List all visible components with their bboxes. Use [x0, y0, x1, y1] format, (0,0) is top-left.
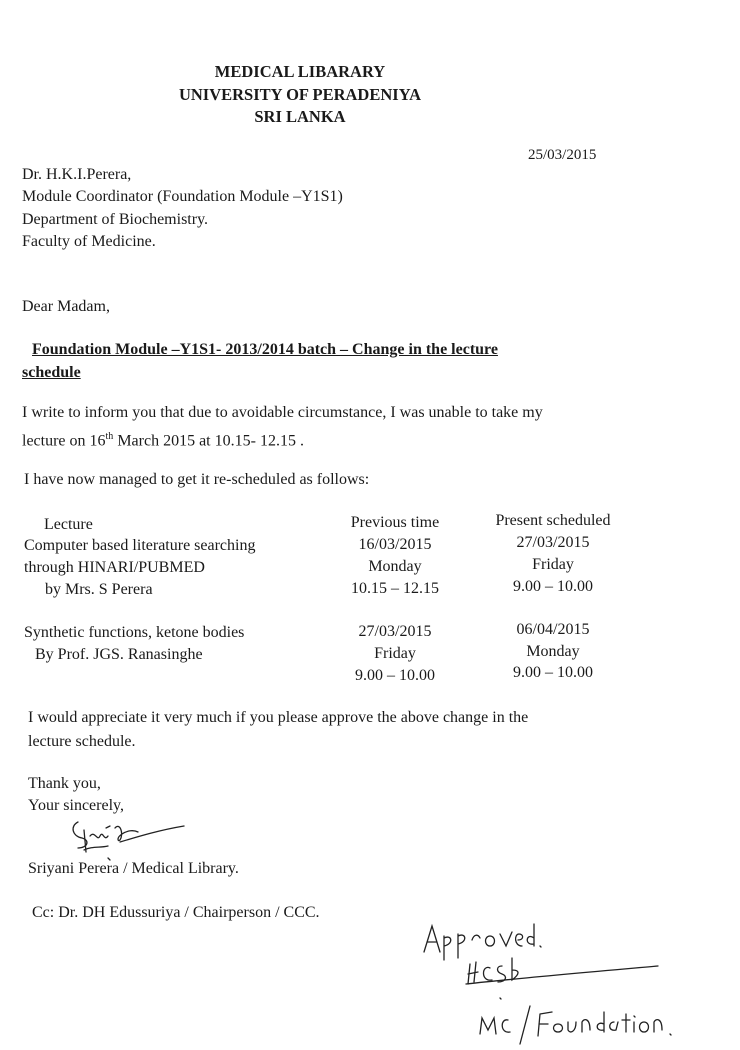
present-day: Friday [532, 556, 574, 573]
body-paragraph-2: I have now managed to get it re-scheduled as follows: [24, 471, 370, 488]
letterhead-line-3: SRI LANKA [254, 107, 346, 126]
present-time: 9.00 – 10.00 [513, 578, 593, 595]
present-day: Monday [526, 643, 580, 660]
lecture-title: through HINARI/PUBMED [24, 559, 205, 576]
previous-day: Friday [374, 645, 416, 662]
salutation: Dear Madam, [22, 298, 110, 315]
present-date: 27/03/2015 [516, 534, 590, 551]
previous-date: 16/03/2015 [358, 536, 432, 553]
closing-paragraph-line-1: I would appreciate it very much if you please approve the above change in the [28, 709, 529, 726]
body-paragraph-1-line-1: I write to inform you that due to avoidable circumstance, I was unable to take my [22, 404, 543, 421]
cc-line: Cc: Dr. DH Edussuriya / Chairperson / CCC. [32, 904, 320, 921]
letterhead-line-1: MEDICAL LIBARARY [214, 62, 386, 81]
body-text: March 2015 at 10.15- 12.15 . [113, 432, 304, 450]
body-text: lecture on 16 [22, 432, 106, 450]
recipient-department: Department of Biochemistry. [22, 211, 209, 228]
schedule-header-lecture: Lecture [44, 516, 93, 533]
letterhead-line-2: UNIVERSITY OF PERADENIYA [178, 85, 422, 104]
recipient-title: Module Coordinator (Foundation Module –Y1S1) [22, 188, 343, 205]
present-time: 9.00 – 10.00 [513, 664, 593, 681]
closing-paragraph-line-2: lecture schedule. [28, 733, 136, 750]
recipient-name: Dr. H.K.I.Perera, [22, 166, 132, 183]
present-date: 06/04/2015 [516, 621, 590, 638]
schedule-header-present: Present scheduled [495, 512, 611, 529]
ordinal-suffix: th [105, 431, 114, 442]
signatory-line: Sriyani Perera / Medical Library. [28, 860, 239, 877]
previous-day: Monday [368, 558, 422, 575]
lecture-title: Computer based literature searching [24, 537, 256, 554]
letter-date: 25/03/2015 [528, 147, 597, 163]
recipient-faculty: Faculty of Medicine. [22, 233, 156, 250]
schedule-header-previous: Previous time [350, 514, 440, 531]
sign-off-line: Your sincerely, [28, 797, 124, 814]
previous-time: 9.00 – 10.00 [355, 667, 435, 684]
previous-date: 27/03/2015 [358, 623, 432, 640]
previous-time: 10.15 – 12.15 [351, 580, 439, 597]
thanks-line: Thank you, [28, 775, 101, 792]
subject-line-2: schedule [22, 364, 81, 381]
lecture-title: Synthetic functions, ketone bodies [24, 624, 245, 641]
lecture-presenter: by Mrs. S Perera [45, 581, 153, 598]
subject-line-1: Foundation Module –Y1S1- 2013/2014 batch – Change in the lecture [32, 341, 498, 358]
lecture-presenter: By Prof. JGS. Ranasinghe [35, 646, 203, 663]
